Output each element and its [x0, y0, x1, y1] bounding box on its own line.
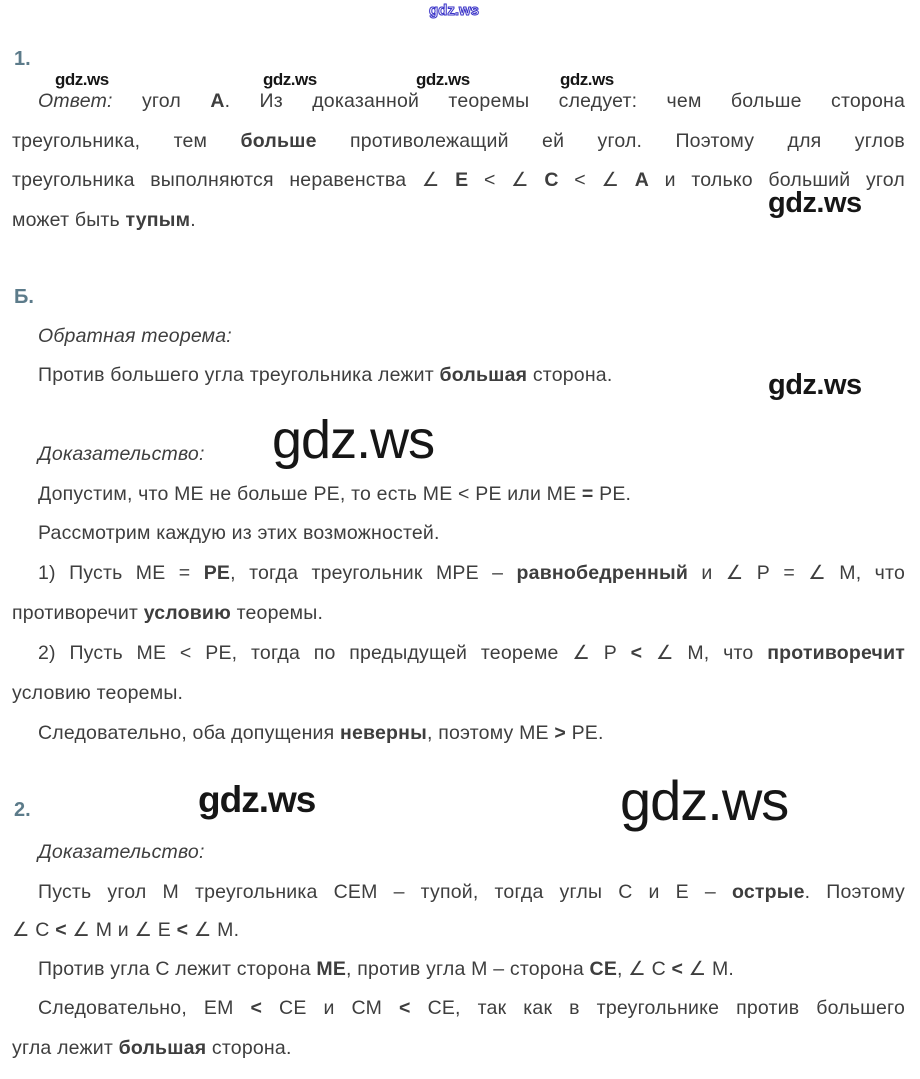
text-segment: ∠ М и ∠ Е — [66, 919, 177, 941]
text-segment: < ∠ — [558, 169, 635, 191]
text-segment: ∠ М, что — [642, 642, 768, 664]
text-segment: Е — [455, 169, 469, 191]
text-segment: противоречит — [12, 602, 144, 624]
text-segment: и только больший угол — [649, 169, 905, 191]
text-line — [12, 128, 905, 155]
text-segment: может быть — [12, 209, 126, 231]
text-segment: и ∠ Р = ∠ М, что — [688, 562, 905, 584]
text-segment: больше — [240, 130, 317, 152]
text-segment: Следовательно, ЕМ — [38, 997, 251, 1019]
text-segment: сторона. — [206, 1037, 292, 1059]
text-segment: РЕ — [203, 562, 231, 584]
text-segment: равнобедренный — [516, 562, 689, 584]
text-line — [12, 879, 905, 906]
text-segment: Доказательство: — [38, 443, 205, 465]
text-segment: , поэтому МЕ — [426, 722, 555, 744]
text-segment: условию — [143, 602, 231, 624]
text-segment: , против угла М – сторона — [346, 958, 590, 980]
text-segment: теоремы. — [230, 602, 324, 624]
text-segment: Ответ: — [38, 90, 113, 112]
section-number: 2. — [14, 799, 31, 821]
text-line — [12, 167, 905, 194]
text-segment: Рассмотрим каждую из этих возможностей. — [38, 522, 440, 544]
text-segment: Против большего угла треугольника лежит — [38, 364, 440, 386]
text-segment: . Поэтому — [804, 881, 906, 903]
text-segment: треугольника, тем — [12, 130, 241, 152]
text-segment: ∠ М. — [188, 919, 240, 941]
site-watermark: gdz.ws — [768, 369, 862, 401]
text-segment: сторона. — [527, 364, 613, 386]
text-line — [12, 1035, 905, 1062]
text-segment: угол — [112, 90, 211, 112]
text-line — [12, 680, 905, 707]
text-segment: СЕ, так как в треугольнике против большего — [410, 997, 905, 1019]
text-segment: МЕ — [316, 958, 347, 980]
text-line — [12, 995, 905, 1022]
text-line — [12, 720, 905, 747]
text-segment: , тогда треугольник МРЕ – — [230, 562, 517, 584]
text-segment: , ∠ С — [617, 958, 672, 980]
text-segment: противолежащий ей угол. Поэтому для углов — [316, 130, 905, 152]
text-segment: угла лежит — [12, 1037, 119, 1059]
site-watermark: gdz.ws — [272, 410, 435, 470]
text-segment: > — [554, 722, 566, 744]
text-segment: < — [250, 997, 263, 1019]
section-number: 1. — [14, 48, 31, 70]
site-watermark-outline: gdz.ws — [429, 2, 480, 19]
site-watermark: gdz.ws — [55, 70, 109, 89]
text-line — [12, 560, 905, 587]
section-number: Б. — [14, 286, 34, 308]
text-segment: большая — [118, 1037, 207, 1059]
text-segment: противоречит — [767, 642, 906, 664]
site-watermark: gdz.ws — [416, 70, 470, 89]
text-segment: . Из доказанной теоремы следует: чем больше сторона — [224, 90, 906, 112]
text-segment: условию теоремы. — [12, 682, 184, 704]
site-watermark: gdz.ws — [198, 779, 316, 820]
text-segment: неверны — [340, 722, 427, 744]
text-line — [12, 839, 905, 866]
text-line — [12, 640, 905, 667]
text-segment: < — [55, 919, 67, 941]
text-segment: Допустим, что МЕ не больше РЕ, то есть МЕ < РЕ или МЕ — [38, 483, 582, 505]
text-segment: . — [190, 209, 196, 231]
text-line — [12, 362, 905, 389]
text-segment: Обратная теорема: — [38, 325, 232, 347]
text-line — [12, 207, 905, 234]
text-line — [12, 88, 905, 115]
text-segment: Доказательство: — [38, 841, 205, 863]
text-segment: 1) Пусть МЕ = — [38, 562, 204, 584]
text-segment: тупым — [125, 209, 191, 231]
text-segment: А — [634, 169, 650, 191]
text-segment: < ∠ — [468, 169, 545, 191]
text-segment: большая — [439, 364, 528, 386]
text-line — [12, 600, 905, 627]
text-segment: Пусть угол М треугольника СЕМ – тупой, тогда углы С и Е – — [38, 881, 732, 903]
text-segment: СЕ и СМ — [262, 997, 400, 1019]
text-segment: = — [581, 483, 594, 505]
text-segment: РЕ. — [593, 483, 632, 505]
text-segment: < — [399, 997, 411, 1019]
text-segment: Следовательно, оба допущения — [38, 722, 341, 744]
text-segment: С — [544, 169, 559, 191]
text-line — [12, 917, 905, 944]
text-segment: 2) Пусть МЕ < РЕ, тогда по предыдущей теореме ∠ Р — [38, 642, 631, 664]
site-watermark: gdz.ws — [560, 70, 614, 89]
site-watermark: gdz.ws — [263, 70, 317, 89]
text-line — [12, 323, 905, 350]
text-segment: ∠ М. — [683, 958, 735, 980]
text-segment: < — [630, 642, 643, 664]
text-line — [12, 956, 905, 983]
text-line — [12, 481, 905, 508]
text-segment: ∠ С — [12, 919, 56, 941]
site-watermark: gdz.ws — [620, 769, 789, 832]
text-segment: СЕ — [589, 958, 618, 980]
text-line — [12, 441, 905, 468]
text-segment: < — [176, 919, 189, 941]
text-line — [12, 520, 905, 547]
text-segment: РЕ. — [565, 722, 604, 744]
site-watermark: gdz.ws — [768, 187, 862, 219]
text-segment: < — [671, 958, 684, 980]
text-segment: Против угла С лежит сторона — [38, 958, 317, 980]
text-segment: треугольника выполняются неравенства ∠ — [12, 169, 456, 191]
text-segment: А — [210, 90, 225, 112]
text-segment: острые — [731, 881, 805, 903]
